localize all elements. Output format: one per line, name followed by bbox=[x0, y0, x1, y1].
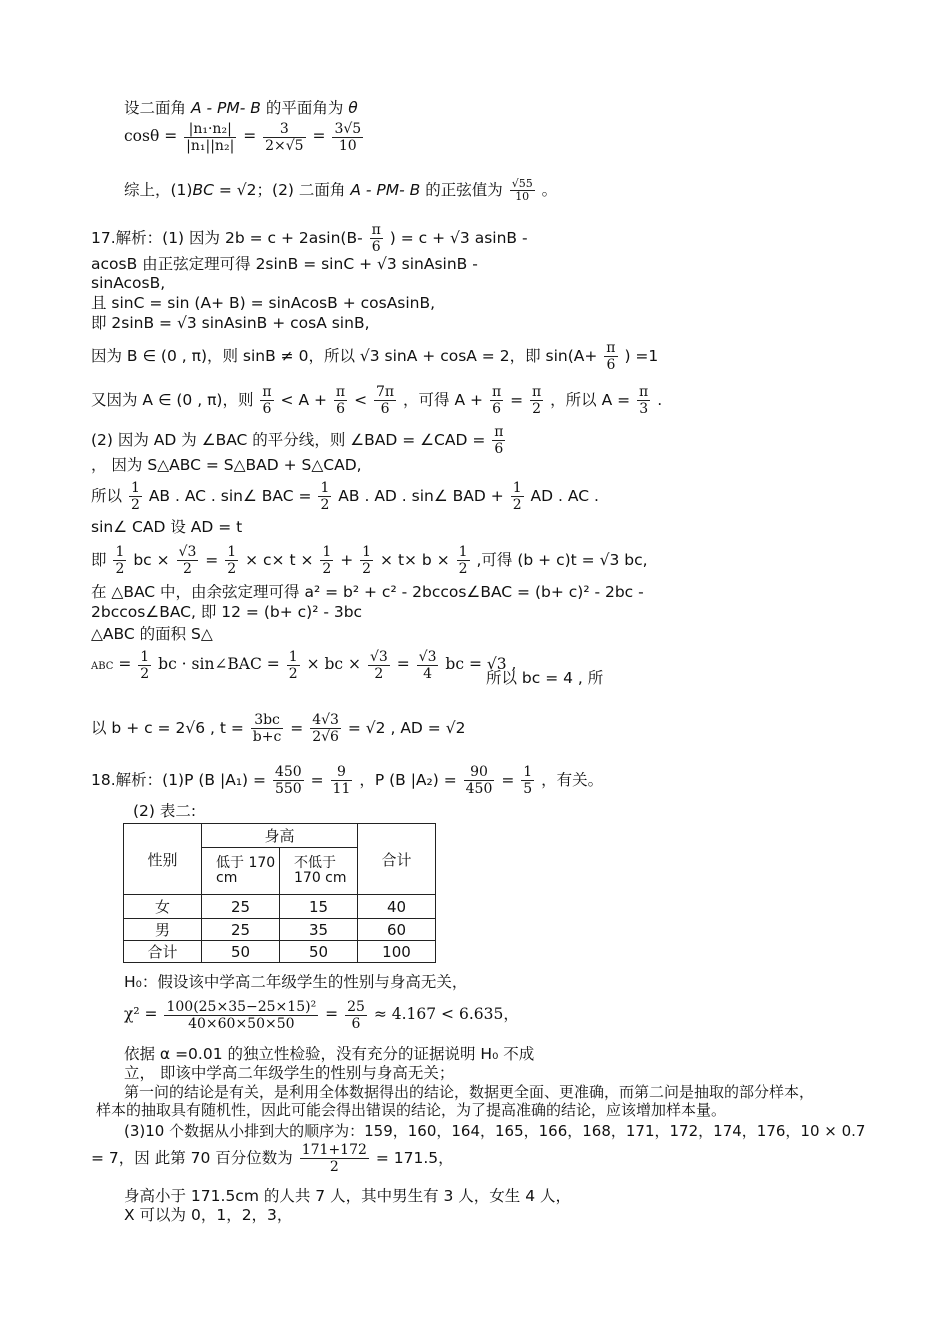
numerator: 3√5 bbox=[334, 120, 362, 137]
fraction bbox=[521, 764, 534, 797]
numerator: 1 bbox=[130, 480, 140, 496]
cell-low: 50 bbox=[202, 941, 280, 963]
denominator: |n₁||n₂| bbox=[186, 137, 235, 154]
numerator: 100(25×35−25×15)² bbox=[166, 998, 317, 1015]
text: A - PM- B bbox=[350, 181, 421, 199]
numerator: 1 bbox=[140, 648, 150, 665]
text: = 7，因 此第 70 百分位数为 bbox=[91, 1149, 293, 1167]
text: × bc × bbox=[306, 655, 362, 673]
denominator: 6 bbox=[606, 357, 616, 373]
q17-line-m: 在 △BAC 中，由余弦定理可得 a² = b² + c² - 2bccos∠BAC = (b+ c)² - 2bc - bbox=[91, 583, 644, 601]
denominator: 2×√5 bbox=[265, 137, 304, 154]
numerator: √3 bbox=[369, 648, 388, 665]
fraction bbox=[331, 764, 353, 797]
denominator: b+c bbox=[252, 729, 282, 745]
fraction bbox=[530, 384, 543, 417]
denominator: 6 bbox=[492, 401, 501, 417]
row-label: 男 bbox=[124, 919, 202, 941]
denominator: 6 bbox=[494, 441, 504, 457]
text: (2) 因为 AD 为 ∠BAC 的平分线，则 ∠BAD = ∠CAD = bbox=[91, 431, 486, 449]
cell-high: 50 bbox=[280, 941, 358, 963]
numerator: 90 bbox=[464, 764, 495, 781]
text: × c× t × bbox=[245, 551, 314, 569]
text: = √2 , AD = √2 bbox=[347, 719, 466, 737]
numerator: 9 bbox=[331, 764, 353, 781]
fraction bbox=[184, 121, 236, 154]
numerator: π bbox=[532, 384, 542, 400]
q17-line-h bbox=[91, 422, 507, 458]
numerator: π bbox=[335, 384, 346, 400]
cell-total: 40 bbox=[358, 895, 436, 919]
q18-h0: H₀：假设该中学高二年级学生的性别与身高无关， bbox=[124, 973, 468, 991]
numerator: π bbox=[639, 384, 649, 400]
denominator: 3 bbox=[639, 401, 649, 417]
q17-line-n: 2bccos∠BAC, 即 12 = (b+ c)² - 3bc bbox=[91, 603, 363, 621]
text: 18.解析：(1)P (B |A₁) = bbox=[91, 771, 266, 789]
header-total: 合计 bbox=[358, 824, 436, 895]
cell-low: 25 bbox=[202, 895, 280, 919]
fraction bbox=[334, 384, 347, 417]
fraction bbox=[637, 384, 650, 417]
q17-line-i: ， 因为 S△ABC = S△BAD + S△CAD, bbox=[91, 456, 362, 474]
q18-table-caption: (2) 表二: bbox=[133, 802, 197, 820]
text: < bbox=[354, 391, 368, 409]
text: bc = √3 , bbox=[445, 655, 517, 673]
row-label: 合计 bbox=[124, 941, 202, 963]
denominator: 6 bbox=[262, 401, 272, 417]
fraction bbox=[490, 384, 503, 417]
q17-line-p bbox=[91, 644, 516, 684]
q17-line-j bbox=[91, 476, 599, 516]
cell-total: 100 bbox=[358, 941, 436, 963]
text: 。 bbox=[541, 181, 558, 199]
text: cosθ = bbox=[124, 127, 178, 145]
q17-line-f bbox=[91, 336, 658, 376]
text: bc × bbox=[133, 551, 170, 569]
text: 因为 B ∈ (0 , π)，则 sinB ≠ 0，所以 √3 sinA + cosA = 2，即 sin(A+ bbox=[91, 347, 598, 365]
fraction bbox=[511, 480, 524, 513]
denominator: 2 bbox=[362, 561, 372, 577]
text: . bbox=[657, 391, 663, 409]
table-row bbox=[124, 941, 436, 963]
q17-line-c: sinAcosB, bbox=[91, 274, 166, 292]
text: 的平面角为 bbox=[265, 99, 344, 117]
header-high: 不低于 170 cm bbox=[280, 848, 358, 895]
fraction bbox=[457, 544, 470, 577]
text: = bbox=[396, 655, 410, 673]
cell-high: 15 bbox=[280, 895, 358, 919]
cell-high: 35 bbox=[280, 919, 358, 941]
numerator: 1 bbox=[115, 544, 125, 560]
text: × t× b × bbox=[380, 551, 450, 569]
text: 即 bbox=[91, 551, 107, 569]
text: ) =1 bbox=[624, 347, 659, 365]
text: ，所以 A = bbox=[550, 391, 631, 409]
q17-line-g bbox=[91, 380, 662, 420]
cell-total: 60 bbox=[358, 919, 436, 941]
denominator: 40×60×50×50 bbox=[188, 1015, 295, 1032]
q17-line-p-tail: 所以 bc = 4 , 所 bbox=[486, 669, 604, 687]
denominator: 2 bbox=[458, 561, 468, 577]
q17-line-k: sin∠ CAD 设 AD = t bbox=[91, 518, 243, 536]
numerator: √55 bbox=[511, 177, 533, 190]
fraction bbox=[129, 480, 142, 513]
denominator: 6 bbox=[371, 239, 381, 255]
text: AD . AC . bbox=[530, 487, 599, 505]
gender-height-table bbox=[123, 823, 436, 963]
table-row bbox=[124, 895, 436, 919]
denominator: 2√6 bbox=[312, 729, 339, 745]
denominator: 2 bbox=[140, 665, 150, 682]
numerator: π bbox=[494, 424, 504, 440]
fraction bbox=[510, 178, 535, 203]
cell-low: 25 bbox=[202, 919, 280, 941]
q17-line-q bbox=[91, 704, 465, 752]
denominator: 2 bbox=[115, 561, 125, 577]
q18-line-j: X 可以为 0，1，2，3， bbox=[124, 1206, 293, 1224]
denominator: 2 bbox=[374, 665, 384, 682]
text: 设二面角 bbox=[124, 99, 187, 117]
fraction bbox=[263, 121, 305, 154]
q18-line-e: 第一问的结论是有关，是利用全体数据得出的结论，数据更全面、更准确，而第二问是抽取的部分样本， bbox=[124, 1083, 815, 1101]
fraction bbox=[368, 649, 390, 682]
text: bc · sin∠BAC = bbox=[158, 655, 280, 673]
text: 所以 bbox=[91, 487, 123, 505]
denominator: 4 bbox=[423, 665, 433, 682]
q17-line-e: 即 2sinB = √3 sinAsinB + cosA sinB, bbox=[91, 314, 370, 332]
numerator: 1 bbox=[458, 544, 468, 560]
numerator: 1 bbox=[362, 544, 372, 560]
q18-line-g: (3)10 个数据从小排到大的顺序为：159，160，164，165，166，168，171，172，174，176，10 × 0.7 bbox=[124, 1122, 866, 1140]
numerator: 1 bbox=[322, 544, 332, 560]
numerator: 450 bbox=[274, 764, 302, 780]
fraction bbox=[492, 424, 505, 457]
numerator: 171+172 bbox=[301, 1142, 367, 1158]
fraction bbox=[177, 544, 199, 577]
numerator: |n₁·n₂| bbox=[184, 121, 236, 138]
denominator: 10 bbox=[338, 137, 357, 154]
text: ，可得 A + bbox=[403, 391, 483, 409]
fraction bbox=[417, 649, 439, 682]
fraction bbox=[345, 999, 367, 1032]
text: BC bbox=[192, 181, 214, 199]
numerator: 3 bbox=[263, 121, 305, 138]
text: ,可得 (b + c)t = √3 bc, bbox=[476, 551, 648, 569]
q18-line-i: 身高小于 171.5cm 的人共 7 人，其中男生有 3 人，女生 4 人， bbox=[124, 1187, 571, 1205]
numerator: √3 bbox=[418, 648, 437, 665]
text: = √2；(2) 二面角 bbox=[218, 181, 346, 199]
dihedral-angle-intro bbox=[124, 98, 358, 118]
text: ≈ 4.167 < 6.635， bbox=[373, 1005, 519, 1023]
denominator: 550 bbox=[274, 781, 302, 797]
text: ，P (B |A₂) = bbox=[359, 771, 457, 789]
denominator: 5 bbox=[523, 781, 533, 797]
denominator: 2 bbox=[182, 561, 192, 577]
text: 综上，(1) bbox=[124, 181, 193, 199]
numerator: π bbox=[371, 222, 381, 238]
numerator: 7π bbox=[376, 384, 395, 400]
text: + bbox=[340, 551, 354, 569]
header-low: 低于 170 cm bbox=[202, 848, 280, 895]
numerator: 25 bbox=[347, 998, 365, 1015]
text: = bbox=[510, 391, 524, 409]
denominator: 2 bbox=[130, 497, 140, 513]
denominator: 2 bbox=[227, 561, 237, 577]
numerator: π bbox=[491, 384, 502, 400]
fraction bbox=[374, 384, 396, 417]
text: = bbox=[205, 551, 219, 569]
numerator: 3bc bbox=[251, 712, 284, 729]
fraction bbox=[260, 384, 273, 417]
fraction bbox=[300, 1142, 369, 1175]
q18-line-d: 立， 即该中学高二年级学生的性别与身高无关； bbox=[124, 1064, 455, 1082]
text: ABC bbox=[91, 661, 114, 672]
text: AB . AC . sin∠ BAC = bbox=[148, 487, 312, 505]
fraction bbox=[251, 712, 284, 745]
text: AB . AD . sin∠ BAD + bbox=[338, 487, 504, 505]
text: = bbox=[118, 655, 132, 673]
fraction bbox=[360, 544, 373, 577]
fraction bbox=[310, 712, 341, 745]
q18-line-c: 依据 α =0.01 的独立性检验，没有充分的证据说明 H₀ 不成 bbox=[124, 1045, 535, 1063]
q18-chi-square bbox=[124, 992, 519, 1036]
text: ) = c + √3 asinB - bbox=[389, 229, 528, 247]
text: 又因为 A ∈ (0 , π)，则 bbox=[91, 391, 254, 409]
numerator: 1 bbox=[227, 544, 237, 560]
text: ，有关。 bbox=[541, 771, 604, 789]
fraction bbox=[113, 544, 126, 577]
q18-line-a bbox=[91, 760, 603, 800]
text: χ² = bbox=[124, 1005, 158, 1023]
text: = bbox=[325, 1005, 339, 1023]
text: = bbox=[501, 771, 515, 789]
denominator: 10 bbox=[515, 190, 530, 203]
fraction bbox=[464, 764, 495, 797]
denominator: 2 bbox=[288, 665, 298, 682]
denominator: 2 bbox=[329, 1159, 339, 1175]
fraction bbox=[225, 544, 238, 577]
header-gender: 性别 bbox=[124, 824, 202, 895]
table-row bbox=[124, 919, 436, 941]
fraction bbox=[320, 544, 333, 577]
fraction bbox=[138, 649, 151, 682]
fraction bbox=[370, 222, 383, 255]
numerator: 1 bbox=[512, 480, 522, 496]
fraction bbox=[332, 121, 363, 154]
fraction bbox=[164, 999, 318, 1032]
numerator: 1 bbox=[320, 480, 330, 496]
q18-line-f: 样本的抽取具有随机性，因此可能会得出错误的结论，为了提高准确的结论，应该增加样本量。 bbox=[96, 1101, 727, 1119]
denominator: 2 bbox=[320, 497, 330, 513]
text: 的正弦值为 bbox=[425, 181, 503, 199]
cos-theta-formula: cosθ = $\frac{\text{|n₁·n₂|}}{\text{|n₁||n₂|}}$ = $\frac{3}{2\times√5}$ = $\frac{3√5}{10}$ bbox=[124, 120, 362, 154]
q17-line-d: 且 sinC = sin (A+ B) = sinAcosB + cosAsinB, bbox=[91, 294, 436, 312]
denominator: 6 bbox=[336, 401, 345, 417]
q17-line-a bbox=[91, 220, 528, 256]
numerator: π bbox=[262, 384, 272, 400]
numerator: 1 bbox=[288, 648, 298, 665]
q18-line-h bbox=[91, 1138, 454, 1178]
q17-line-b: acosB 由正弦定理可得 2sinB = sinC + √3 sinAsinB - bbox=[91, 255, 478, 273]
fraction bbox=[287, 649, 300, 682]
fraction bbox=[318, 480, 331, 513]
denominator: 6 bbox=[351, 1015, 361, 1032]
denominator: 450 bbox=[465, 781, 493, 797]
summary-line bbox=[124, 170, 557, 210]
denominator: 2 bbox=[512, 497, 522, 513]
text: = 171.5， bbox=[375, 1149, 454, 1167]
text: 17.解析：(1) 因为 2b = c + 2asin(B- bbox=[91, 229, 363, 247]
text: = bbox=[310, 771, 324, 789]
numerator: √3 bbox=[178, 544, 197, 560]
q17-line-l bbox=[91, 540, 648, 580]
header-height: 身高 bbox=[202, 824, 358, 848]
text: θ bbox=[348, 99, 358, 117]
denominator: 6 bbox=[380, 401, 390, 417]
denominator: 11 bbox=[332, 781, 351, 797]
text: < A + bbox=[280, 391, 327, 409]
denominator: 2 bbox=[532, 401, 542, 417]
numerator: 4√3 bbox=[312, 712, 339, 728]
numerator: π bbox=[606, 340, 616, 356]
q17-line-o: △ABC 的面积 S△ bbox=[91, 625, 213, 643]
fraction bbox=[604, 340, 617, 373]
fraction bbox=[273, 764, 304, 797]
row-label: 女 bbox=[124, 895, 202, 919]
text: A - PM- B bbox=[190, 99, 261, 117]
numerator: 1 bbox=[523, 764, 533, 780]
text: = bbox=[290, 719, 304, 737]
text: 以 b + c = 2√6 , t = bbox=[91, 719, 244, 737]
denominator: 2 bbox=[322, 561, 332, 577]
